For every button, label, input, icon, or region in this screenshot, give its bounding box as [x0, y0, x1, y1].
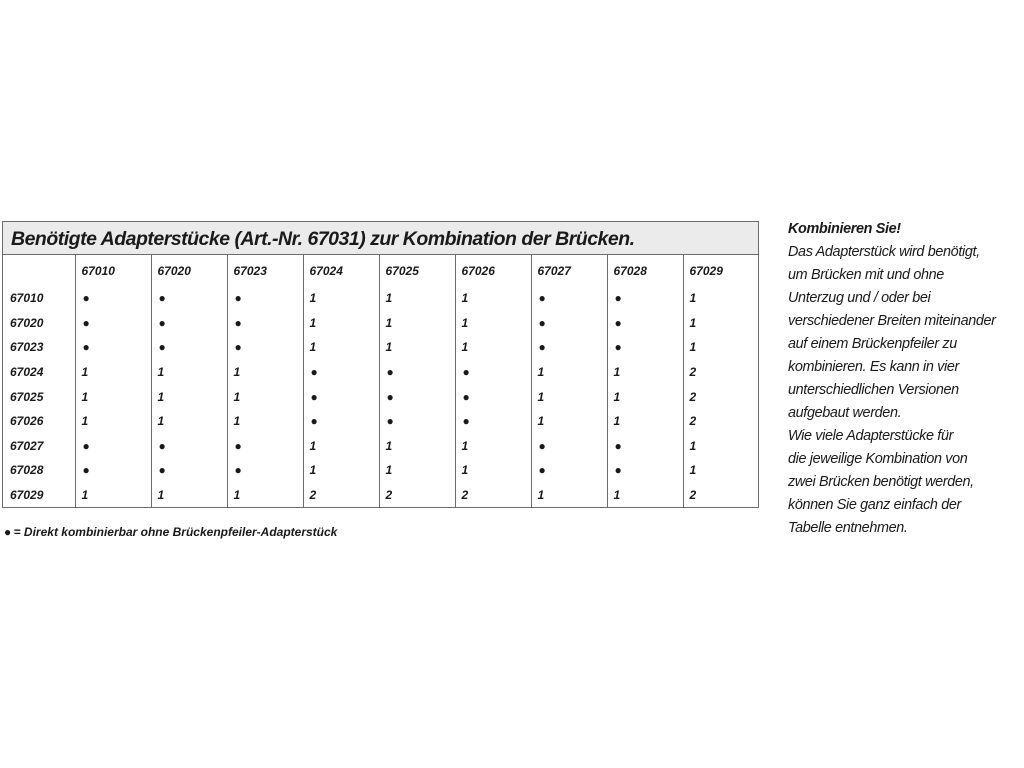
cell-value: 1	[81, 488, 89, 503]
cell-value: 2	[461, 488, 469, 503]
dot-icon: ●	[614, 315, 622, 330]
cell-value: 1	[157, 488, 165, 503]
sidebar-line: die jeweilige Kombination von	[788, 451, 968, 467]
table-cell	[303, 360, 379, 385]
cell-value: 2	[689, 488, 697, 503]
sidebar-line: auf einem Brückenpfeiler zu	[788, 336, 957, 352]
table-cell	[151, 335, 227, 360]
table-cell	[455, 286, 531, 311]
table-cell	[227, 483, 303, 508]
table-cell	[303, 286, 379, 311]
grid-body	[3, 286, 759, 507]
cell-value: 2	[385, 488, 393, 503]
table-cell	[607, 360, 683, 385]
table-cell	[151, 360, 227, 385]
cell-value: 1	[157, 414, 165, 429]
table-cell	[531, 335, 607, 360]
dot-icon: ●	[234, 291, 242, 306]
table-cell	[75, 434, 151, 459]
column-header: 67025	[379, 255, 455, 286]
cell-value: 1	[81, 414, 89, 429]
dot-icon: ●	[538, 340, 546, 355]
table-cell	[379, 311, 455, 336]
table-cell	[531, 434, 607, 459]
table-cell	[227, 311, 303, 336]
sidebar-line: Wie viele Adapterstücke für	[788, 428, 954, 444]
table-cell	[607, 384, 683, 409]
sidebar-line: verschiedener Breiten miteinander	[788, 313, 996, 329]
table-cell	[607, 483, 683, 508]
table-cell	[75, 409, 151, 434]
table-cell	[75, 483, 151, 508]
cell-value: 1	[81, 365, 89, 380]
table-row	[3, 286, 759, 311]
table-cell	[683, 311, 759, 336]
dot-icon: ●	[158, 315, 166, 330]
sidebar-line: aufgebaut werden.	[788, 405, 902, 421]
table-cell	[455, 384, 531, 409]
cell-value: 1	[613, 365, 621, 380]
dot-icon: ●	[158, 291, 166, 306]
sidebar-text	[788, 241, 1022, 540]
table-cell	[75, 286, 151, 311]
table-cell	[531, 409, 607, 434]
info-sidebar	[788, 218, 1022, 540]
table-cell	[227, 384, 303, 409]
corner-cell	[3, 255, 75, 286]
sidebar-line: Tabelle entnehmen.	[788, 520, 908, 536]
sidebar-line: Unterzug und / oder bei	[788, 290, 931, 306]
table-cell	[227, 286, 303, 311]
table-cell	[227, 360, 303, 385]
column-header: 67029	[683, 255, 759, 286]
table-cell	[607, 458, 683, 483]
column-header: 67020	[151, 255, 227, 286]
table-cell	[531, 311, 607, 336]
dot-icon: ●	[82, 291, 90, 306]
row-header: 67020	[10, 315, 44, 330]
table-cell	[607, 311, 683, 336]
dot-icon: ●	[310, 389, 318, 404]
dot-icon: ●	[614, 463, 622, 478]
table-cell	[75, 360, 151, 385]
dot-icon: ●	[462, 414, 470, 429]
sidebar-heading: Kombinieren Sie!	[788, 221, 901, 237]
table-cell	[683, 360, 759, 385]
table-cell	[379, 409, 455, 434]
table-cell	[455, 335, 531, 360]
table-row	[3, 384, 759, 409]
cell-value: 1	[461, 463, 469, 478]
cell-value: 2	[309, 488, 317, 503]
dot-icon: ●	[158, 463, 166, 478]
dot-icon: ●	[462, 389, 470, 404]
table-cell	[379, 335, 455, 360]
cell-value: 1	[157, 365, 165, 380]
table-cell	[455, 360, 531, 385]
cell-value: 1	[385, 340, 393, 355]
table-cell	[151, 311, 227, 336]
table-cell	[379, 434, 455, 459]
cell-value: 1	[309, 340, 317, 355]
table-cell	[455, 458, 531, 483]
table-cell	[151, 384, 227, 409]
table-cell	[75, 384, 151, 409]
dot-icon: ●	[158, 438, 166, 453]
cell-value: 1	[537, 488, 545, 503]
cell-value: 1	[461, 340, 469, 355]
table-cell	[607, 434, 683, 459]
cell-value: 1	[309, 315, 317, 330]
column-header: 67027	[531, 255, 607, 286]
sidebar-line: um Brücken mit und ohne	[788, 267, 944, 283]
table-cell	[683, 384, 759, 409]
column-header-row	[3, 255, 759, 286]
cell-value: 2	[689, 414, 697, 429]
table-cell	[75, 458, 151, 483]
table-row	[3, 311, 759, 336]
dot-icon: ●	[538, 291, 546, 306]
row-header: 67027	[10, 438, 44, 453]
sidebar-line: unterschiedlichen Versionen	[788, 382, 959, 398]
table-cell	[531, 286, 607, 311]
table-cell	[683, 434, 759, 459]
dot-icon: ●	[234, 340, 242, 355]
column-header: 67028	[607, 255, 683, 286]
cell-value: 1	[309, 438, 317, 453]
table-cell	[227, 458, 303, 483]
sidebar-line: können Sie ganz einfach der	[788, 497, 961, 513]
table-cell	[227, 409, 303, 434]
table-cell	[379, 286, 455, 311]
table-cell	[151, 483, 227, 508]
dot-icon: ●	[386, 414, 394, 429]
dot-icon: ●	[614, 438, 622, 453]
cell-value: 1	[689, 463, 697, 478]
dot-icon: ●	[538, 315, 546, 330]
row-header: 67023	[10, 340, 44, 355]
cell-value: 1	[461, 291, 469, 306]
cell-value: 1	[385, 463, 393, 478]
table-cell	[455, 434, 531, 459]
table-cell	[607, 335, 683, 360]
table-cell	[683, 286, 759, 311]
cell-value: 1	[689, 315, 697, 330]
cell-value: 1	[537, 389, 545, 404]
dot-icon: ●	[82, 340, 90, 355]
table-cell	[227, 434, 303, 459]
cell-value: 1	[233, 365, 241, 380]
cell-value: 1	[613, 414, 621, 429]
dot-icon: ●	[158, 340, 166, 355]
row-header: 67025	[10, 389, 44, 404]
table-cell	[303, 434, 379, 459]
row-header: 67024	[10, 365, 44, 380]
table-cell	[607, 409, 683, 434]
dot-icon: ●	[310, 414, 318, 429]
table-cell	[379, 483, 455, 508]
cell-value: 1	[233, 389, 241, 404]
cell-value: 2	[689, 365, 697, 380]
dot-icon: ●	[82, 315, 90, 330]
table-cell	[455, 483, 531, 508]
table-row	[3, 335, 759, 360]
cell-value: 1	[461, 315, 469, 330]
dot-icon: ●	[234, 315, 242, 330]
table-cell	[151, 409, 227, 434]
legend-dot-icon: ●	[4, 525, 12, 539]
table-row	[3, 409, 759, 434]
table-row	[3, 360, 759, 385]
cell-value: 1	[461, 438, 469, 453]
dot-icon: ●	[538, 463, 546, 478]
cell-value: 1	[385, 315, 393, 330]
column-header: 67023	[227, 255, 303, 286]
cell-value: 1	[385, 291, 393, 306]
table-row	[3, 458, 759, 483]
cell-value: 1	[385, 438, 393, 453]
cell-value: 1	[537, 365, 545, 380]
table-cell	[683, 335, 759, 360]
cell-value: 1	[233, 414, 241, 429]
dot-icon: ●	[462, 365, 470, 380]
table-cell	[303, 458, 379, 483]
cell-value: 1	[689, 291, 697, 306]
table-cell	[75, 311, 151, 336]
table-cell	[75, 335, 151, 360]
table-cell	[303, 335, 379, 360]
cell-value: 1	[233, 488, 241, 503]
table-row	[3, 434, 759, 459]
table-cell	[151, 458, 227, 483]
dot-icon: ●	[386, 389, 394, 404]
table-cell	[531, 360, 607, 385]
dot-icon: ●	[614, 291, 622, 306]
table-cell	[151, 434, 227, 459]
table-cell	[531, 483, 607, 508]
legend	[3, 525, 337, 539]
table-cell	[303, 483, 379, 508]
table-cell	[683, 409, 759, 434]
cell-value: 1	[689, 340, 697, 355]
sidebar-line: zwei Brücken benötigt werden,	[788, 474, 974, 490]
table-cell	[379, 458, 455, 483]
cell-value: 1	[537, 414, 545, 429]
row-header: 67028	[10, 463, 44, 478]
table-cell	[683, 458, 759, 483]
dot-icon: ●	[538, 438, 546, 453]
cell-value: 1	[157, 389, 165, 404]
cell-value: 1	[613, 488, 621, 503]
table-cell	[607, 286, 683, 311]
cell-value: 1	[309, 291, 317, 306]
column-header: 67010	[75, 255, 151, 286]
cell-value: 1	[309, 463, 317, 478]
dot-icon: ●	[234, 438, 242, 453]
table-cell	[455, 311, 531, 336]
table-cell	[379, 384, 455, 409]
dot-icon: ●	[386, 365, 394, 380]
table-cell	[531, 458, 607, 483]
cell-value: 1	[613, 389, 621, 404]
table-cell	[683, 483, 759, 508]
dot-icon: ●	[614, 340, 622, 355]
table-cell	[303, 311, 379, 336]
table-cell	[303, 409, 379, 434]
combination-grid	[3, 255, 759, 507]
dot-icon: ●	[234, 463, 242, 478]
cell-value: 1	[689, 438, 697, 453]
cell-value: 1	[81, 389, 89, 404]
column-header: 67024	[303, 255, 379, 286]
table-cell	[455, 409, 531, 434]
adapter-table	[2, 221, 759, 508]
row-header: 67029	[10, 488, 44, 503]
cell-value: 2	[689, 389, 697, 404]
table-title: Benötigte Adapterstücke (Art.-Nr. 67031) zur Kombination der Brücken.	[3, 222, 758, 255]
table-cell	[227, 335, 303, 360]
dot-icon: ●	[82, 463, 90, 478]
row-header: 67010	[10, 291, 44, 306]
row-header: 67026	[10, 414, 44, 429]
legend-text: = Direkt kombinierbar ohne Brückenpfeiler-Adapterstück	[13, 525, 338, 539]
sidebar-line: kombinieren. Es kann in vier	[788, 359, 959, 375]
column-header: 67026	[455, 255, 531, 286]
table-row	[3, 483, 759, 508]
table-cell	[531, 384, 607, 409]
dot-icon: ●	[82, 438, 90, 453]
sidebar-line: Das Adapterstück wird benötigt,	[788, 244, 980, 260]
table-cell	[379, 360, 455, 385]
table-cell	[151, 286, 227, 311]
dot-icon: ●	[310, 365, 318, 380]
table-cell	[303, 384, 379, 409]
